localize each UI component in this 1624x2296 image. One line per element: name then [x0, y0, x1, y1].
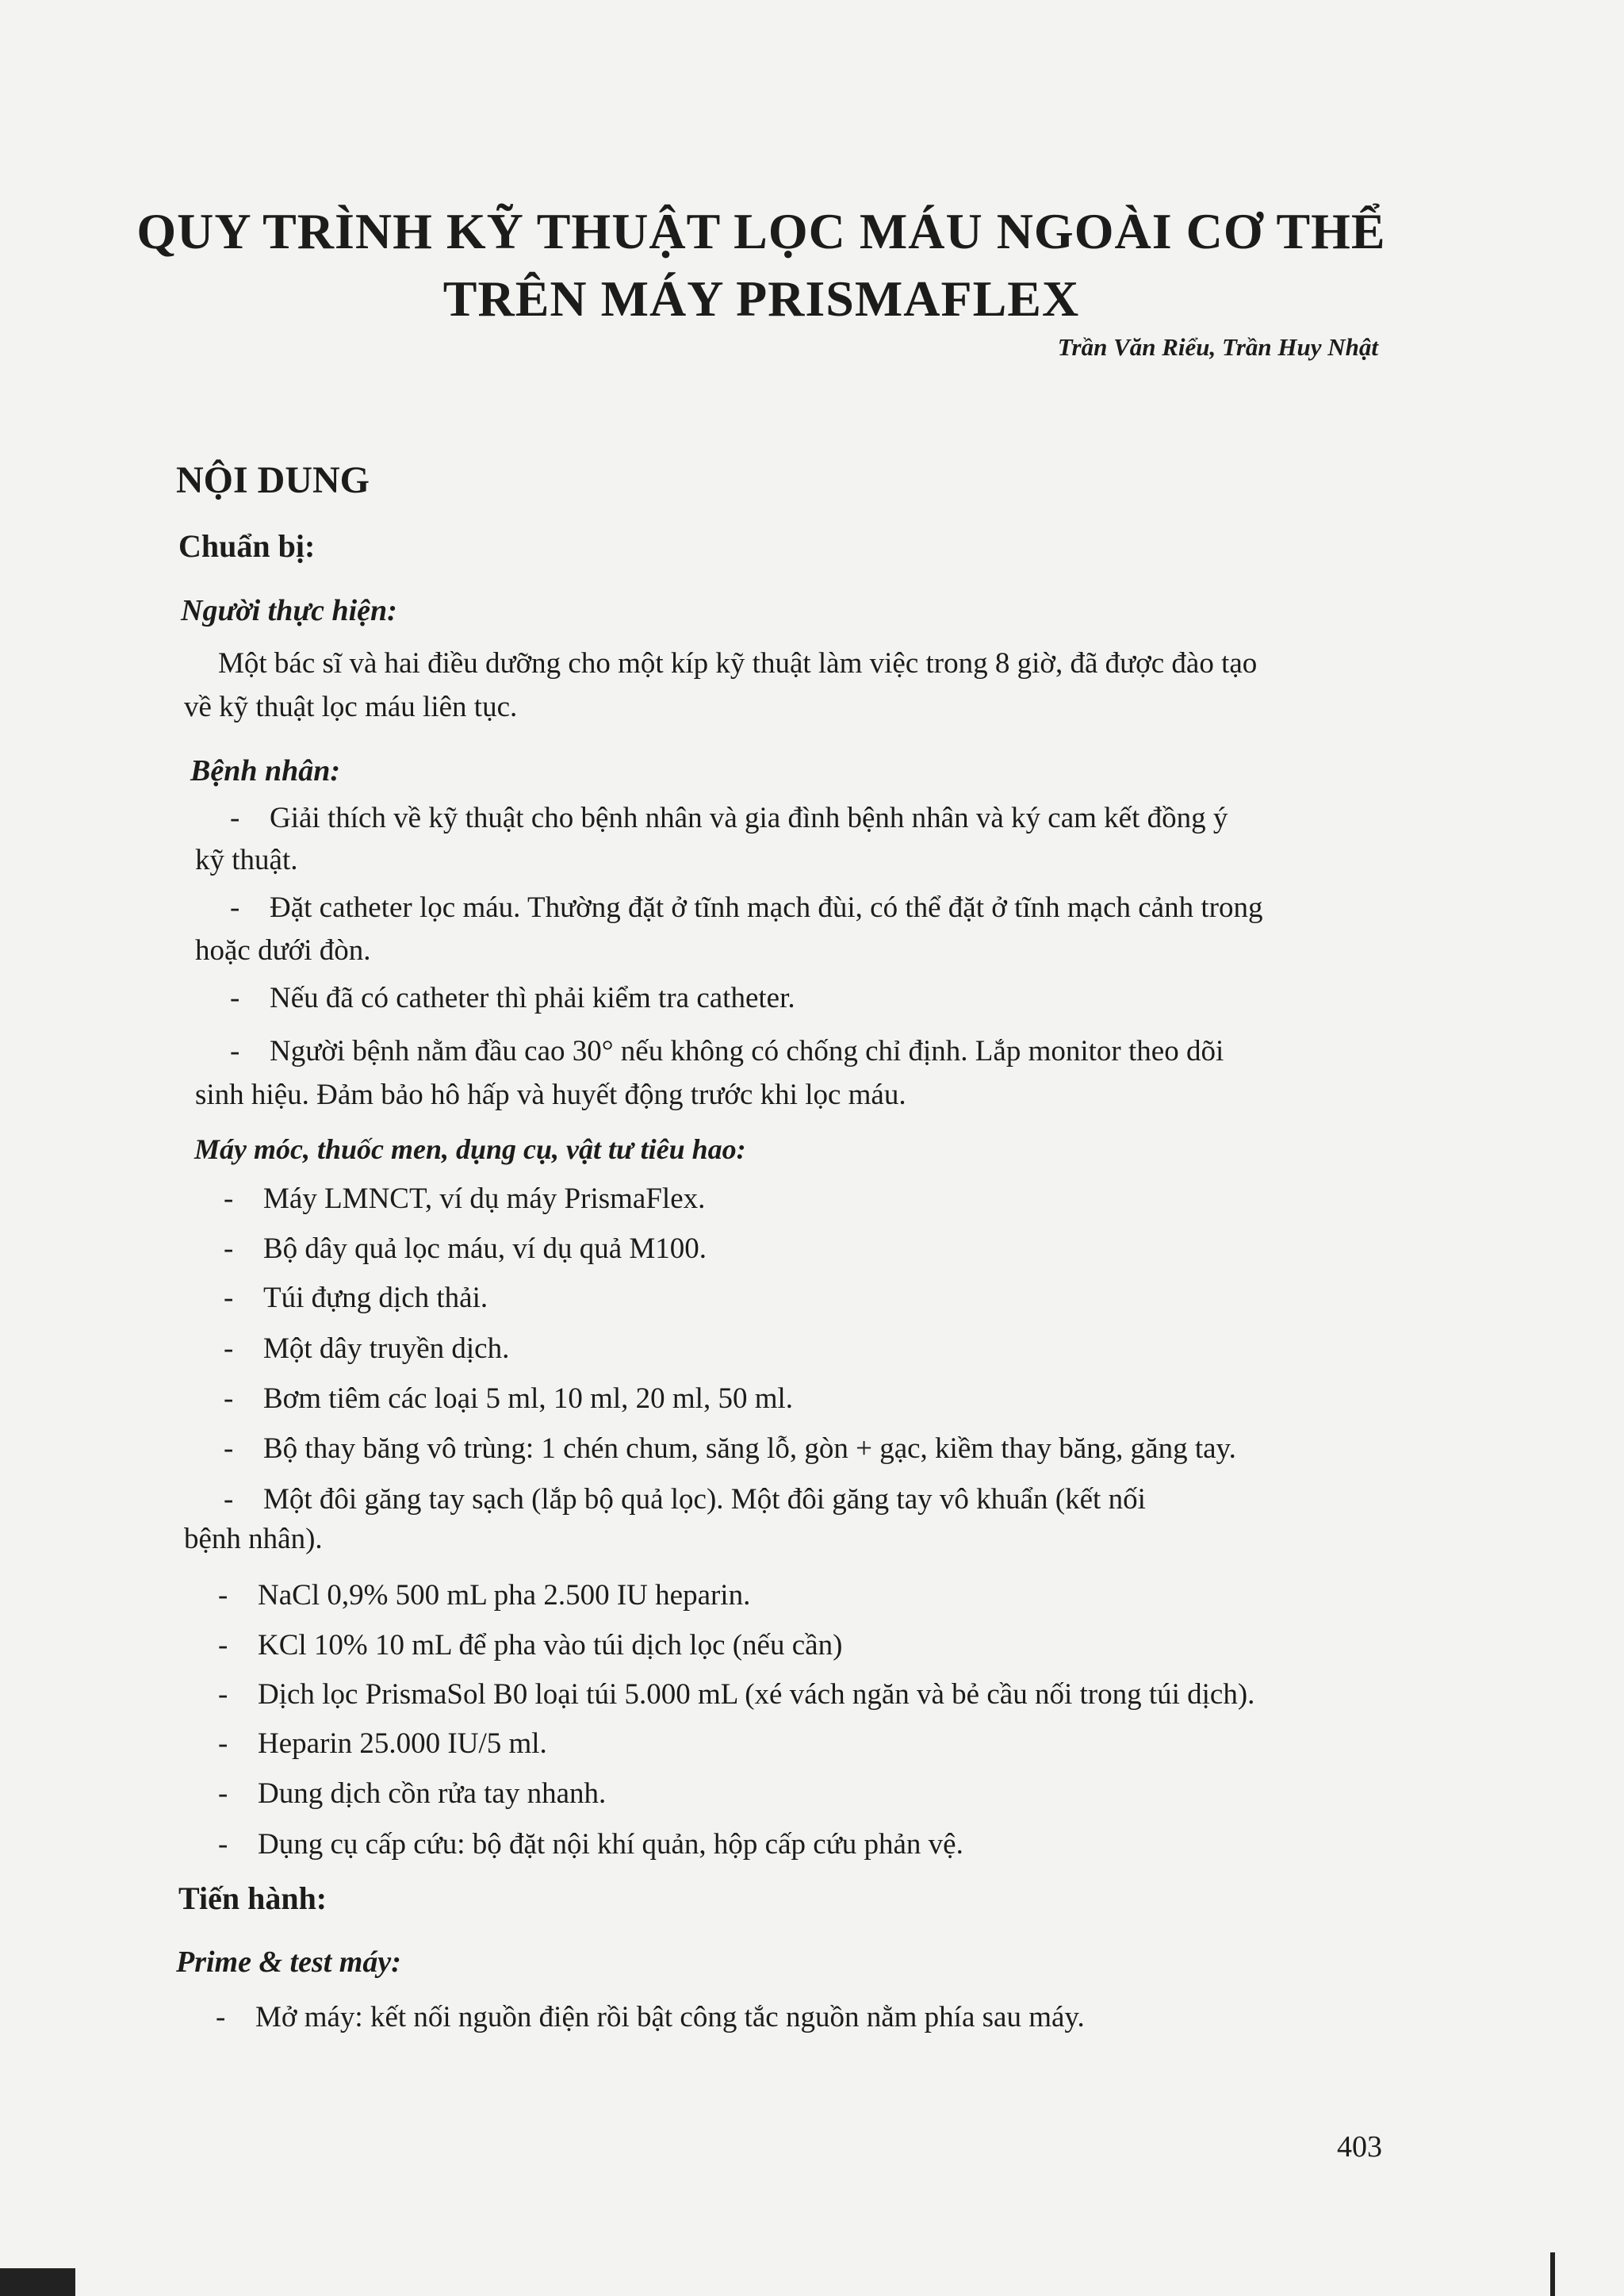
list-dash: -	[218, 1727, 228, 1760]
list-dash: -	[218, 1629, 228, 1662]
list-dash: -	[224, 1483, 234, 1516]
patient-item-2-line-1: - Đặt catheter lọc máu. Thường đặt ở tĩnh mạch đùi, có thể đặt ở tĩnh mạch cảnh trong	[230, 891, 1263, 924]
supplies-item: - Bộ thay băng vô trùng: 1 chén chum, săng lỗ, gòn + gạc, kiềm thay băng, găng tay.	[224, 1432, 1236, 1465]
list-dash: -	[224, 1232, 234, 1265]
title-line-1: QUY TRÌNH KỸ THUẬT LỌC MÁU NGOÀI CƠ THỂ	[136, 203, 1386, 259]
list-dash: -	[230, 891, 240, 924]
supplies-heading: Máy móc, thuốc men, dụng cụ, vật tư tiêu hao:	[194, 1133, 746, 1165]
prime-heading: Prime & test máy:	[176, 1945, 401, 1979]
supplies-item: - Bộ dây quả lọc máu, ví dụ quả M100.	[224, 1232, 707, 1265]
patient-item-3: - Nếu đã có catheter thì phải kiểm tra catheter.	[230, 982, 795, 1014]
supplies-item: - Một dây truyền dịch.	[224, 1332, 510, 1365]
supplies-item: - Bơm tiêm các loại 5 ml, 10 ml, 20 ml, 50 ml.	[224, 1382, 794, 1415]
supplies-item: - Dụng cụ cấp cứu: bộ đặt nội khí quản, hộp cấp cứu phản vệ.	[218, 1828, 963, 1861]
list-dash: -	[224, 1182, 234, 1215]
supplies-item: - Heparin 25.000 IU/5 ml.	[218, 1727, 547, 1760]
procedure-heading: Tiến hành:	[178, 1880, 327, 1916]
list-dash: -	[230, 802, 240, 834]
performer-line-2: về kỹ thuật lọc máu liên tục.	[184, 691, 518, 723]
list-dash: -	[224, 1432, 234, 1465]
list-dash: -	[224, 1332, 234, 1365]
supplies-item: - NaCl 0,9% 500 mL pha 2.500 IU heparin.	[218, 1579, 751, 1612]
list-dash: -	[230, 982, 240, 1014]
patient-item-1-line-1: - Giải thích về kỹ thuật cho bệnh nhân và gia đình bệnh nhân và ký cam kết đồng ý	[230, 802, 1228, 834]
section-heading: NỘI DUNG	[176, 459, 370, 501]
list-dash: -	[218, 1828, 228, 1861]
supplies-item: - KCl 10% 10 mL để pha vào túi dịch lọc (nếu cần)	[218, 1629, 843, 1662]
list-dash: -	[224, 1382, 234, 1415]
performer-heading: Người thực hiện:	[181, 594, 397, 627]
supplies-item: - Dung dịch cồn rửa tay nhanh.	[218, 1777, 607, 1810]
prime-item: - Mở máy: kết nối nguồn điện rồi bật công tắc nguồn nằm phía sau máy.	[216, 2001, 1085, 2033]
authors: Trần Văn Riểu, Trần Huy Nhật	[1057, 333, 1378, 361]
list-dash: -	[230, 1035, 240, 1068]
list-dash: -	[218, 1579, 228, 1612]
list-dash: -	[218, 1678, 228, 1711]
patient-item-2-line-2: hoặc dưới đòn.	[195, 934, 371, 967]
scan-edge-mark-left	[0, 2268, 75, 2296]
scan-edge-mark-right	[1550, 2252, 1555, 2296]
preparation-heading: Chuẩn bị:	[178, 528, 316, 564]
patient-item-1-line-2: kỹ thuật.	[195, 844, 298, 876]
list-dash: -	[224, 1282, 234, 1314]
title-line-2: TRÊN MÁY PRISMAFLEX	[442, 270, 1080, 327]
performer-line-1: Một bác sĩ và hai điều dưỡng cho một kíp kỹ thuật làm việc trong 8 giờ, đã được đào tạo	[218, 647, 1258, 680]
list-dash: -	[216, 2001, 226, 2033]
list-dash: -	[218, 1777, 228, 1810]
patient-item-4-line-1: - Người bệnh nằm đầu cao 30° nếu không có chống chỉ định. Lắp monitor theo dõi	[230, 1035, 1224, 1068]
supplies-item: - Dịch lọc PrismaSol B0 loại túi 5.000 mL (xé vách ngăn và bẻ cầu nối trong túi dịch).	[218, 1678, 1255, 1711]
page-number: 403	[1337, 2130, 1382, 2164]
supplies-item-continuation: bệnh nhân).	[184, 1523, 323, 1555]
supplies-item: - Máy LMNCT, ví dụ máy PrismaFlex.	[224, 1182, 706, 1215]
patient-item-4-line-2: sinh hiệu. Đảm bảo hô hấp và huyết động trước khi lọc máu.	[195, 1079, 906, 1111]
supplies-item: - Túi đựng dịch thải.	[224, 1282, 488, 1314]
patient-heading: Bệnh nhân:	[190, 754, 341, 788]
supplies-item: - Một đôi găng tay sạch (lắp bộ quả lọc). Một đôi găng tay vô khuẩn (kết nối	[224, 1483, 1146, 1516]
